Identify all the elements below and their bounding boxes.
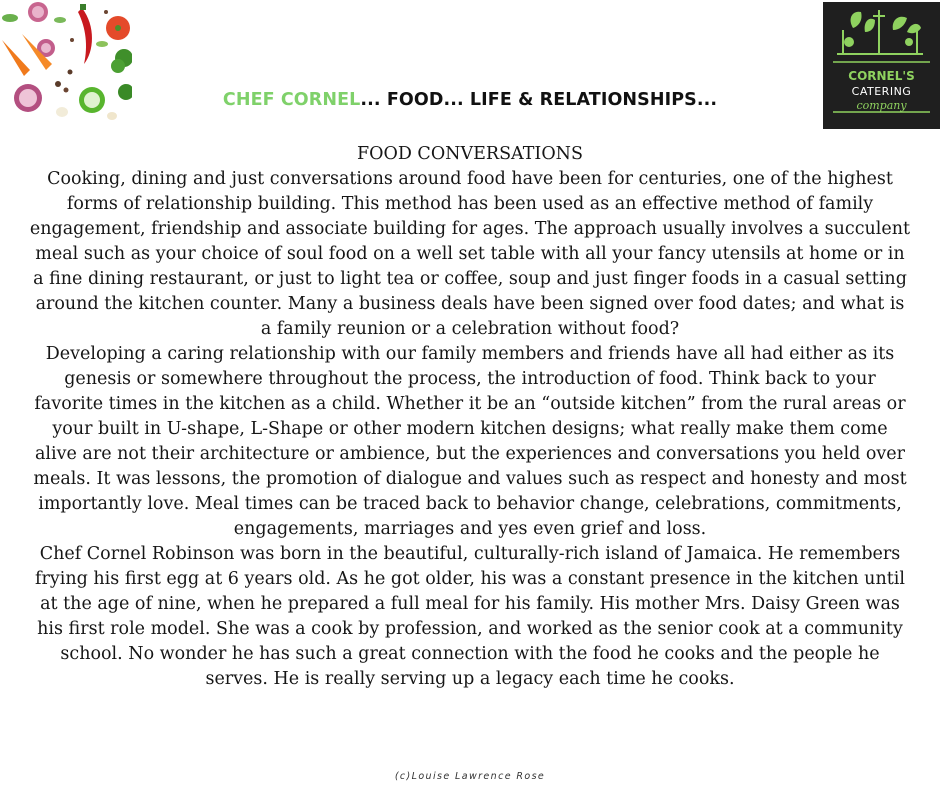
logo-line-3: company [856,99,907,112]
paragraph-relationships: Developing a caring relationship with our family members and friends have all had either as its genesis or somewhere throughout the process, the introduction of food. Think back to your favorite times in the kitchen as a child. Whether it be an “outside kitchen” from the rural areas or your built in U-shape, L-Shape or other modern kitchen designs; what really make them come alive are not their architecture or ambience, but the experiences and conversations you held over meals. It was lessons, the promotion of dialogue and values such as respect and honesty and most importantly love. Meal times can be traced back to behavior change, celebrations, commitments, engagements, marriages and yes even grief and loss. [33,344,907,539]
page-heading [0,90,940,110]
article-title: FOOD CONVERSATIONS [357,144,583,164]
heading-chef-name: CHEF CORNEL [222,90,361,110]
paragraph-food-conversations: Cooking, dining and just conversations around food have been for centuries, one of the highest forms of relationship building. This method has been used as an effective method of family engagement, friendship and associate building for ages. The approach usually involves a succulent meal such as your choice of soul food on a well set table with all your fancy utensils at home or in a fine dining restaurant, or just to light tea or coffee, soup and just finger foods in a casual setting around the kitchen counter. Many a business deals have been signed over food dates; and what is a family reunion or a celebration without food? [29,169,911,339]
paragraph-chef-bio: Chef Cornel Robinson was born in the beautiful, culturally-rich island of Jamaica. He remembers frying his first egg at 6 years old. As he got older, his was a constant presence in the kitchen until at the age of nine, when he prepared a full meal for his family. His mother Mrs. Daisy Green was his first role model. She was a cook by profession, and worked as the senior cook at a community school. No wonder he has such a great connection with the food he cooks and the people he serves. He is really serving up a legacy each time he cooks. [35,544,905,689]
copyright-credit: (c)Louise Lawrence Rose [394,771,546,782]
article [0,142,940,692]
logo-line-1: CORNEL'S [848,69,915,83]
heading-tagline: ... FOOD... LIFE & RELATIONSHIPS... [360,90,718,110]
logo-line-2: CATERING [851,85,912,98]
